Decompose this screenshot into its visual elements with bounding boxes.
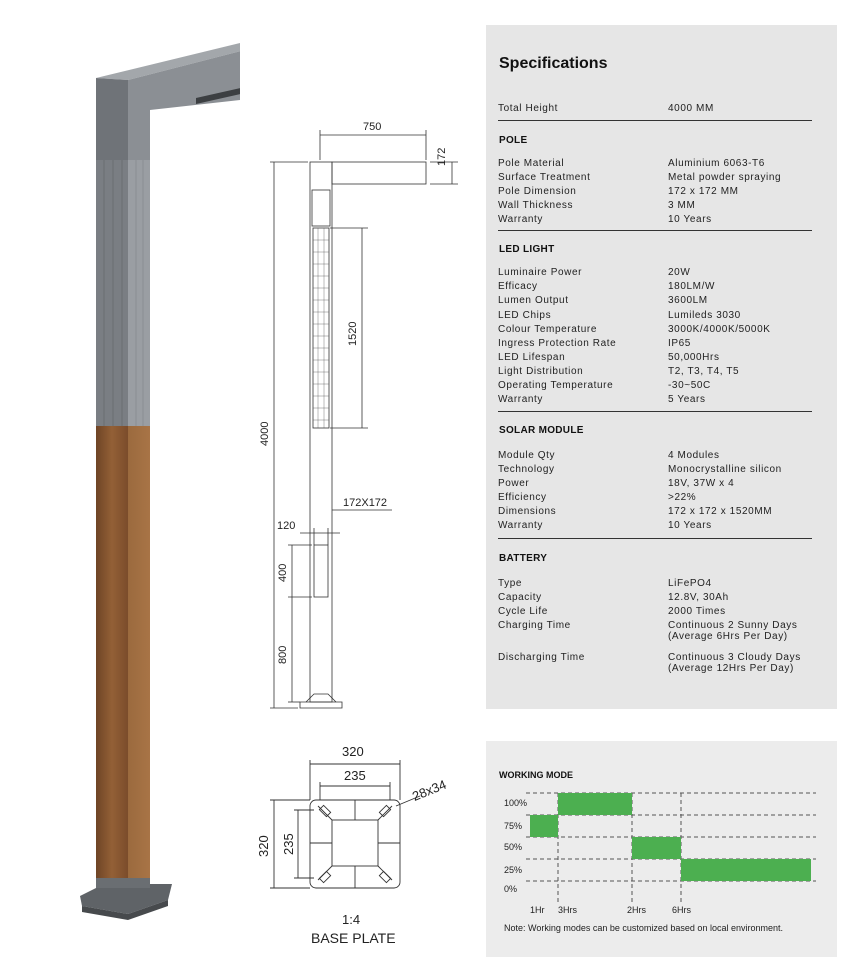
- x-label: 2Hrs: [627, 905, 647, 915]
- spec-label: Pole Material: [498, 158, 565, 169]
- spec-value: 2000 Times: [668, 606, 726, 617]
- spec-value: >22%: [668, 492, 697, 503]
- working-mode-panel: [486, 741, 837, 957]
- base-outer-dim: 320: [342, 744, 364, 759]
- spec-label: Capacity: [498, 592, 542, 603]
- spec-value: 172 x 172 MM: [668, 186, 739, 197]
- section-solar-module: SOLAR MODULE: [499, 425, 584, 436]
- specifications-panel: [486, 25, 837, 709]
- divider: [498, 411, 812, 412]
- y-label: 100%: [504, 798, 528, 808]
- spec-title: Specifications: [499, 55, 608, 72]
- spec-label: Discharging Time: [498, 652, 585, 663]
- spec-label: Charging Time: [498, 620, 571, 631]
- spec-label: Technology: [498, 464, 555, 475]
- y-label: 50%: [504, 842, 523, 852]
- spec-label: Warranty: [498, 394, 543, 405]
- spec-value: IP65: [668, 338, 691, 349]
- spec-value: Continuous 3 Cloudy Days: [668, 652, 801, 663]
- base-outer-side-dim: 320: [256, 835, 271, 857]
- spec-value: (Average 6Hrs Per Day): [668, 631, 788, 642]
- spec-label: Efficacy: [498, 281, 538, 292]
- mode-bar-1hr: [530, 815, 558, 837]
- spec-value: 5 Years: [668, 394, 706, 405]
- base-inner-side-dim: 235: [281, 833, 296, 855]
- working-mode-title: WORKING MODE: [499, 770, 573, 780]
- spec-value: 12.8V, 30Ah: [668, 592, 729, 603]
- base-inner-dim: 235: [344, 768, 366, 783]
- divider: [498, 230, 812, 231]
- dim-solar-length: 1520: [347, 321, 359, 346]
- spec-label: LED Chips: [498, 310, 552, 321]
- divider: [498, 538, 812, 539]
- technical-drawing: [250, 115, 470, 715]
- mode-bar-3hrs: [558, 793, 632, 815]
- spec-label: Power: [498, 478, 530, 489]
- spec-value: 4000 MM: [668, 103, 714, 114]
- dim-door-offset: 800: [277, 645, 289, 664]
- divider: [498, 120, 812, 121]
- spec-label: Type: [498, 578, 523, 589]
- spec-label: Efficiency: [498, 492, 547, 503]
- mode-bar-2hrs: [632, 837, 681, 859]
- spec-value: T2, T3, T4, T5: [668, 366, 740, 377]
- spec-label: Lumen Output: [498, 295, 569, 306]
- spec-value: 10 Years: [668, 520, 712, 531]
- spec-value: -30~50C: [668, 380, 711, 391]
- spec-value: 3 MM: [668, 200, 696, 211]
- x-label: 3Hrs: [558, 905, 578, 915]
- spec-label: Dimensions: [498, 506, 557, 517]
- spec-value: 4 Modules: [668, 450, 720, 461]
- spec-label: Ingress Protection Rate: [498, 338, 617, 349]
- spec-value: 180LM/W: [668, 281, 715, 292]
- spec-value: Continuous 2 Sunny Days: [668, 620, 798, 631]
- y-label: 0%: [504, 884, 518, 894]
- dim-arm-height: 172: [436, 147, 448, 166]
- spec-value: Lumileds 3030: [668, 310, 741, 321]
- spec-label: Light Distribution: [498, 366, 584, 377]
- spec-value: 10 Years: [668, 214, 712, 225]
- spec-label: Cycle Life: [498, 606, 548, 617]
- base-caption: BASE PLATE: [311, 930, 396, 946]
- dim-arm-length: 750: [363, 121, 382, 133]
- spec-value: 3000K/4000K/5000K: [668, 324, 771, 335]
- pole-render: [0, 0, 240, 930]
- dim-door-height: 400: [277, 563, 289, 582]
- spec-label: Pole Dimension: [498, 186, 577, 197]
- spec-value: 3600LM: [668, 295, 708, 306]
- section-battery: BATTERY: [499, 553, 548, 564]
- spec-label: Colour Temperature: [498, 324, 597, 335]
- base-scale: 1:4: [342, 912, 361, 927]
- x-label: 6Hrs: [672, 905, 692, 915]
- spec-value: Metal powder spraying: [668, 172, 782, 183]
- y-label: 25%: [504, 865, 523, 875]
- x-label: 1Hr: [530, 905, 545, 915]
- spec-value: Monocrystalline silicon: [668, 464, 782, 475]
- spec-value: 172 x 172 x 1520MM: [668, 506, 773, 517]
- spec-label: Total Height: [498, 103, 559, 114]
- dim-door-width: 120: [277, 520, 296, 532]
- spec-label: Operating Temperature: [498, 380, 614, 391]
- working-mode-note: Note: Working modes can be customized based on local environment.: [504, 923, 783, 933]
- spec-label: Surface Treatment: [498, 172, 591, 183]
- base-slot-dim: 28x34: [410, 776, 449, 804]
- dim-pole-section: 172X172: [343, 497, 388, 509]
- section-led-light: LED LIGHT: [499, 244, 555, 255]
- section-pole: POLE: [499, 135, 528, 146]
- mode-bar-6hrs: [681, 859, 811, 881]
- spec-value: Aluminium 6063-T6: [668, 158, 765, 169]
- spec-value: 20W: [668, 267, 691, 278]
- dim-total-height: 4000: [259, 421, 271, 446]
- spec-value: (Average 12Hrs Per Day): [668, 663, 794, 674]
- spec-label: Warranty: [498, 520, 543, 531]
- spec-label: Luminaire Power: [498, 267, 583, 278]
- spec-label: Module Qty: [498, 450, 556, 461]
- spec-label: LED Lifespan: [498, 352, 566, 363]
- spec-value: 50,000Hrs: [668, 352, 720, 363]
- spec-value: 18V, 37W x 4: [668, 478, 735, 489]
- y-label: 75%: [504, 821, 523, 831]
- spec-label: Warranty: [498, 214, 543, 225]
- spec-value: LiFePO4: [668, 578, 712, 589]
- spec-label: Wall Thickness: [498, 200, 574, 211]
